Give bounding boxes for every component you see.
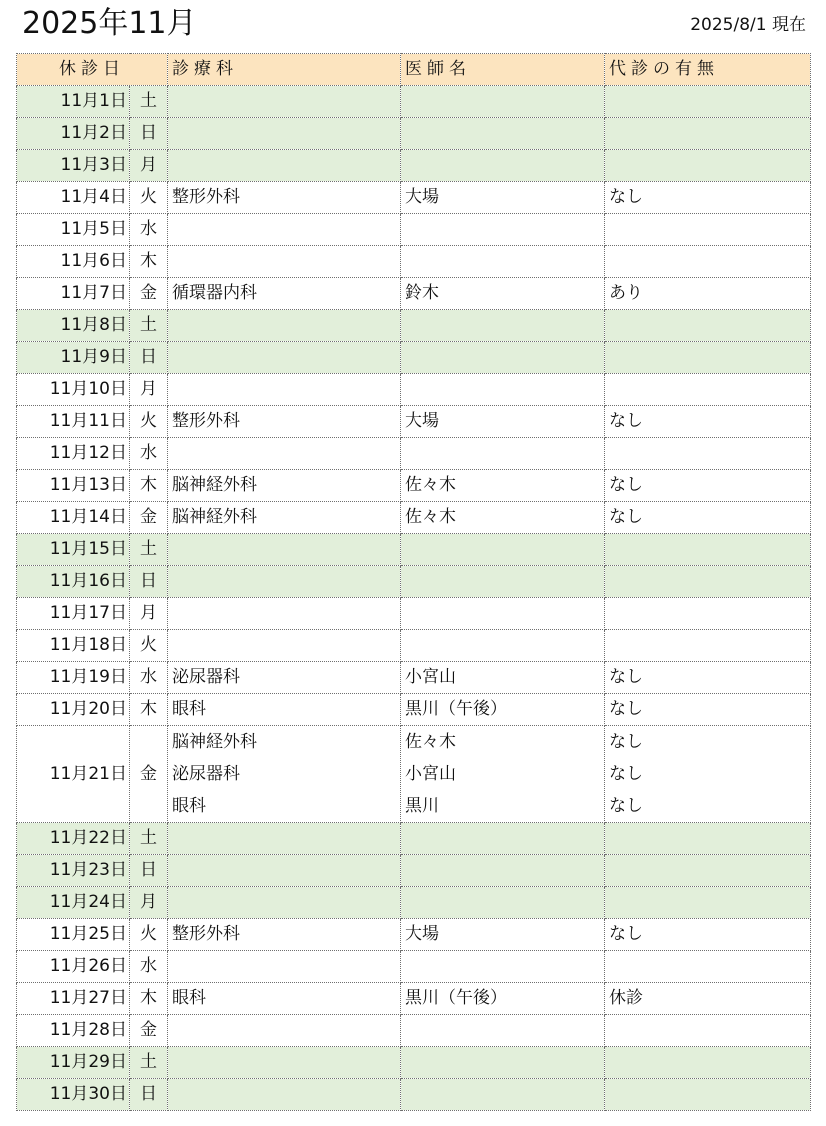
doctor-cell <box>401 823 605 855</box>
date-cell: 11月3日 <box>17 150 130 182</box>
doctor-cell <box>401 630 605 662</box>
substitute-cell <box>605 823 811 855</box>
weekday-cell: 火 <box>130 406 168 438</box>
substitute-cell: あり <box>605 278 811 310</box>
weekday-cell: 日 <box>130 1079 168 1111</box>
weekday-cell: 土 <box>130 86 168 118</box>
doctor-cell: 黒川（午後） <box>401 983 605 1015</box>
substitute-cell <box>605 598 811 630</box>
weekday-cell: 土 <box>130 1047 168 1079</box>
substitute-cell <box>605 566 811 598</box>
table-row <box>17 1047 811 1079</box>
weekday-cell: 木 <box>130 983 168 1015</box>
doctor-cell-line: 黒川 <box>405 796 439 816</box>
substitute-cell <box>605 726 811 823</box>
header-closure-date: 休診日 <box>17 54 168 86</box>
date-cell: 11月20日 <box>17 694 130 726</box>
date-cell: 11月10日 <box>17 374 130 406</box>
substitute-cell <box>605 246 811 278</box>
doctor-cell: 大場 <box>401 406 605 438</box>
doctor-cell: 黒川（午後） <box>401 694 605 726</box>
weekday-cell: 金 <box>130 1015 168 1047</box>
department-cell <box>168 598 401 630</box>
substitute-cell <box>605 887 811 919</box>
table-row <box>17 983 811 1015</box>
substitute-cell <box>605 86 811 118</box>
date-cell: 11月12日 <box>17 438 130 470</box>
table-row <box>17 150 811 182</box>
date-cell: 11月4日 <box>17 182 130 214</box>
weekday-cell: 日 <box>130 342 168 374</box>
table-row <box>17 310 811 342</box>
department-cell-line: 眼科 <box>172 796 206 816</box>
weekday-cell: 木 <box>130 470 168 502</box>
substitute-cell <box>605 342 811 374</box>
closure-schedule-table <box>16 53 811 1111</box>
header-substitute: 代診の有無 <box>605 54 811 86</box>
substitute-cell <box>605 150 811 182</box>
substitute-cell <box>605 534 811 566</box>
doctor-cell <box>401 374 605 406</box>
table-row <box>17 86 811 118</box>
table-row <box>17 823 811 855</box>
department-cell <box>168 1047 401 1079</box>
table-row <box>17 1079 811 1111</box>
date-cell: 11月15日 <box>17 534 130 566</box>
doctor-cell <box>401 246 605 278</box>
date-cell: 11月22日 <box>17 823 130 855</box>
weekday-cell: 木 <box>130 246 168 278</box>
doctor-cell <box>401 855 605 887</box>
table-row <box>17 630 811 662</box>
department-cell-line: 脳神経外科 <box>172 732 257 752</box>
department-cell <box>168 214 401 246</box>
substitute-cell: なし <box>605 182 811 214</box>
department-cell <box>168 1079 401 1111</box>
date-cell: 11月18日 <box>17 630 130 662</box>
department-cell: 脳神経外科 <box>168 502 401 534</box>
date-cell: 11月7日 <box>17 278 130 310</box>
doctor-cell <box>401 598 605 630</box>
substitute-cell: なし <box>605 470 811 502</box>
substitute-cell: なし <box>605 406 811 438</box>
table-row <box>17 855 811 887</box>
date-cell: 11月13日 <box>17 470 130 502</box>
department-cell <box>168 855 401 887</box>
table-row <box>17 694 811 726</box>
department-cell <box>168 630 401 662</box>
header-department: 診療科 <box>168 54 401 86</box>
doctor-cell <box>401 951 605 983</box>
table-row <box>17 438 811 470</box>
weekday-cell: 水 <box>130 662 168 694</box>
department-cell <box>168 887 401 919</box>
substitute-cell <box>605 1079 811 1111</box>
doctor-cell: 小宮山 <box>401 662 605 694</box>
doctor-cell: 鈴木 <box>401 278 605 310</box>
doctor-cell: 大場 <box>401 919 605 951</box>
as-of-date: 2025/8/1 現在 <box>690 15 806 35</box>
doctor-cell-line: 小宮山 <box>405 764 456 784</box>
substitute-cell <box>605 374 811 406</box>
date-cell: 11月21日 <box>17 726 130 823</box>
table-row <box>17 118 811 150</box>
table-row <box>17 598 811 630</box>
weekday-cell: 月 <box>130 598 168 630</box>
header-doctor: 医師名 <box>401 54 605 86</box>
department-cell: 整形外科 <box>168 919 401 951</box>
table-row <box>17 406 811 438</box>
doctor-cell <box>401 534 605 566</box>
date-cell: 11月23日 <box>17 855 130 887</box>
doctor-cell <box>401 566 605 598</box>
date-cell: 11月2日 <box>17 118 130 150</box>
substitute-cell <box>605 214 811 246</box>
department-cell: 眼科 <box>168 694 401 726</box>
doctor-cell <box>401 118 605 150</box>
doctor-cell: 佐々木 <box>401 470 605 502</box>
substitute-cell <box>605 1047 811 1079</box>
doctor-cell-line: 佐々木 <box>405 732 456 752</box>
department-cell <box>168 951 401 983</box>
table-row <box>17 214 811 246</box>
weekday-cell: 水 <box>130 214 168 246</box>
weekday-cell: 水 <box>130 951 168 983</box>
doctor-cell <box>401 342 605 374</box>
department-cell <box>168 118 401 150</box>
date-cell: 11月29日 <box>17 1047 130 1079</box>
department-cell-line: 泌尿器科 <box>172 764 240 784</box>
date-cell: 11月16日 <box>17 566 130 598</box>
weekday-cell: 土 <box>130 534 168 566</box>
department-cell <box>168 150 401 182</box>
table-row <box>17 1015 811 1047</box>
department-cell <box>168 823 401 855</box>
table-body <box>17 86 811 1111</box>
weekday-cell: 日 <box>130 118 168 150</box>
department-cell <box>168 374 401 406</box>
department-cell: 整形外科 <box>168 406 401 438</box>
doctor-cell <box>401 1079 605 1111</box>
date-cell: 11月27日 <box>17 983 130 1015</box>
doctor-cell <box>401 887 605 919</box>
date-cell: 11月1日 <box>17 86 130 118</box>
table-header-row <box>17 54 811 86</box>
table-row <box>17 951 811 983</box>
table-row <box>17 566 811 598</box>
weekday-cell: 金 <box>130 726 168 823</box>
department-cell <box>168 86 401 118</box>
doctor-cell <box>401 1015 605 1047</box>
substitute-cell: なし <box>605 694 811 726</box>
weekday-cell: 火 <box>130 182 168 214</box>
date-cell: 11月28日 <box>17 1015 130 1047</box>
substitute-cell: なし <box>605 502 811 534</box>
doctor-cell: 大場 <box>401 182 605 214</box>
date-cell: 11月17日 <box>17 598 130 630</box>
doctor-cell: 佐々木 <box>401 502 605 534</box>
date-cell: 11月14日 <box>17 502 130 534</box>
department-cell <box>168 726 401 823</box>
table-row <box>17 278 811 310</box>
table-row <box>17 246 811 278</box>
table-row <box>17 374 811 406</box>
substitute-cell <box>605 855 811 887</box>
table-row <box>17 534 811 566</box>
date-cell: 11月9日 <box>17 342 130 374</box>
date-cell: 11月5日 <box>17 214 130 246</box>
doctor-cell <box>401 1047 605 1079</box>
department-cell: 眼科 <box>168 983 401 1015</box>
department-cell <box>168 246 401 278</box>
department-cell <box>168 534 401 566</box>
weekday-cell: 月 <box>130 150 168 182</box>
doctor-cell <box>401 726 605 823</box>
weekday-cell: 月 <box>130 374 168 406</box>
department-cell <box>168 1015 401 1047</box>
weekday-cell: 土 <box>130 823 168 855</box>
department-cell <box>168 566 401 598</box>
substitute-cell-line: なし <box>609 732 643 752</box>
weekday-cell: 火 <box>130 630 168 662</box>
substitute-cell <box>605 438 811 470</box>
doctor-cell <box>401 150 605 182</box>
department-cell: 整形外科 <box>168 182 401 214</box>
substitute-cell <box>605 951 811 983</box>
table-row <box>17 919 811 951</box>
table-row <box>17 502 811 534</box>
date-cell: 11月19日 <box>17 662 130 694</box>
doctor-cell <box>401 310 605 342</box>
department-cell <box>168 310 401 342</box>
substitute-cell <box>605 310 811 342</box>
weekday-cell: 日 <box>130 855 168 887</box>
date-cell: 11月6日 <box>17 246 130 278</box>
table-row <box>17 726 811 823</box>
weekday-cell: 金 <box>130 278 168 310</box>
substitute-cell-line: なし <box>609 796 643 816</box>
weekday-cell: 月 <box>130 887 168 919</box>
date-cell: 11月25日 <box>17 919 130 951</box>
weekday-cell: 水 <box>130 438 168 470</box>
substitute-cell <box>605 1015 811 1047</box>
substitute-cell: なし <box>605 919 811 951</box>
substitute-cell: なし <box>605 662 811 694</box>
weekday-cell: 火 <box>130 919 168 951</box>
substitute-cell <box>605 118 811 150</box>
page-title: 2025年11月 <box>22 6 197 41</box>
department-cell <box>168 342 401 374</box>
weekday-cell: 金 <box>130 502 168 534</box>
doctor-cell <box>401 438 605 470</box>
department-cell: 脳神経外科 <box>168 470 401 502</box>
weekday-cell: 日 <box>130 566 168 598</box>
date-cell: 11月26日 <box>17 951 130 983</box>
weekday-cell: 土 <box>130 310 168 342</box>
table-row <box>17 342 811 374</box>
weekday-cell: 木 <box>130 694 168 726</box>
substitute-cell: 休診 <box>605 983 811 1015</box>
doctor-cell <box>401 86 605 118</box>
date-cell: 11月8日 <box>17 310 130 342</box>
table-row <box>17 470 811 502</box>
date-cell: 11月30日 <box>17 1079 130 1111</box>
doctor-cell <box>401 214 605 246</box>
date-cell: 11月11日 <box>17 406 130 438</box>
date-cell: 11月24日 <box>17 887 130 919</box>
substitute-cell-line: なし <box>609 764 643 784</box>
table-row <box>17 887 811 919</box>
department-cell <box>168 438 401 470</box>
table-row <box>17 182 811 214</box>
department-cell: 循環器内科 <box>168 278 401 310</box>
substitute-cell <box>605 630 811 662</box>
table-row <box>17 662 811 694</box>
department-cell: 泌尿器科 <box>168 662 401 694</box>
